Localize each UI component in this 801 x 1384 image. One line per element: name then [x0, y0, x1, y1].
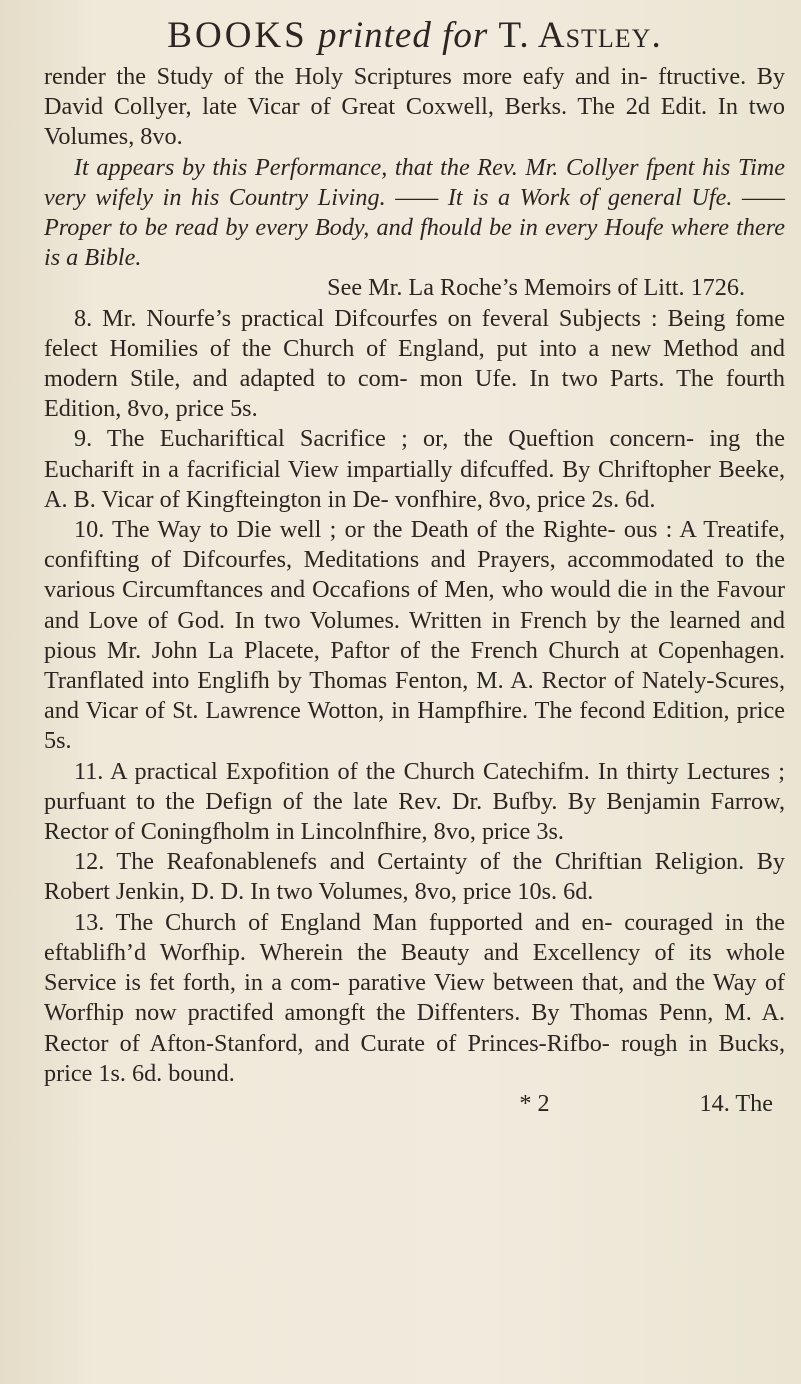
- running-head: [44, 14, 785, 58]
- running-head-printed-for: printed for: [317, 15, 489, 56]
- entry-11: 11. A practical Expofition of the Church Catechifm. In thirty Lectures ; purfuant to the Defign of the late Rev. Dr. Bufby. By Benjamin Farrow, Rector of Coningfholm in Lincolnfhire, 8vo, price 3s.: [44, 757, 785, 846]
- entry-12: 12. The Reafonablenefs and Certainty of the Chriftian Religion. By Robert Jenkin, D. D. In two Volumes, 8vo, price 10s. 6d.: [44, 848, 785, 906]
- entry-8: 8. Mr. Nourfe’s practical Difcourfes on feveral Subjects : Being fome felect Homilies of the Church of England, put into a new Method and modern Stile, and adapted to com- mon Ufe. In two Parts. The fourth Edition, 8vo, price 5s.: [44, 304, 785, 423]
- catalogue-text: [44, 62, 785, 1089]
- entry-7-continued: render the Study of the Holy Scriptures more eafy and in- ftructive. By David Collyer, late Vicar of Great Coxwell, Berks. The 2d Edit. In two Volumes, 8vo.: [44, 63, 785, 151]
- entry-7-reference: See Mr. La Roche’s Memoirs of Litt. 1726.: [327, 274, 745, 302]
- entry-13: 13. The Church of England Man fupported and en- couraged in the eftablifh’d Worfhip. Wherein the Beauty and Excellency of its whole Service is fet forth, in a com- parative View between that, and the Way of Worfhip now practifed amongft the Diffenters. By Thomas Penn, M. A. Rector of Afton-Stanford, and Curate of Princes-Rifbo- rough in Bucks, price 1s. 6d. bound.: [44, 908, 785, 1087]
- catchword: 14. The: [699, 1089, 773, 1117]
- running-head-publisher: T. Astley.: [498, 15, 662, 56]
- signature-mark: * 2: [519, 1089, 550, 1117]
- page-footer: [44, 1089, 785, 1119]
- entry-9: 9. The Euchariftical Sacrifice ; or, the Queftion concern- ing the Eucharift in a facrificial View impartially difcuffed. By Chriftopher Beeke, A. B. Vicar of Kingfteington in De- vonfhire, 8vo, price 2s. 6d.: [44, 425, 785, 513]
- entry-10: 10. The Way to Die well ; or the Death of the Righte- ous : A Treatife, confifting of Difcourfes, Meditations and Prayers, accommodated to the various Circumftances and Occafions of Men, who would die in the Favour and Love of God. In two Volumes. Written in French by the learned and pious Mr. John La Placete, Paftor of the French Church at Copenhagen. Tranflated into Englifh by Thomas Fenton, M. A. Rector of Nately-Scures, and Vicar of St. Lawrence Wotton, in Hampfhire. The fecond Edition, price 5s.: [44, 516, 785, 755]
- entry-7-review-note: It appears by this Performance, that the Rev. Mr. Collyer fpent his Time very wifely in his Country Living. —— It is a Work of general Ufe. —— Proper to be read by every Body, and fhould be in every Houfe where there is a Bible.: [44, 153, 785, 272]
- running-head-books: BOOKS: [167, 15, 308, 56]
